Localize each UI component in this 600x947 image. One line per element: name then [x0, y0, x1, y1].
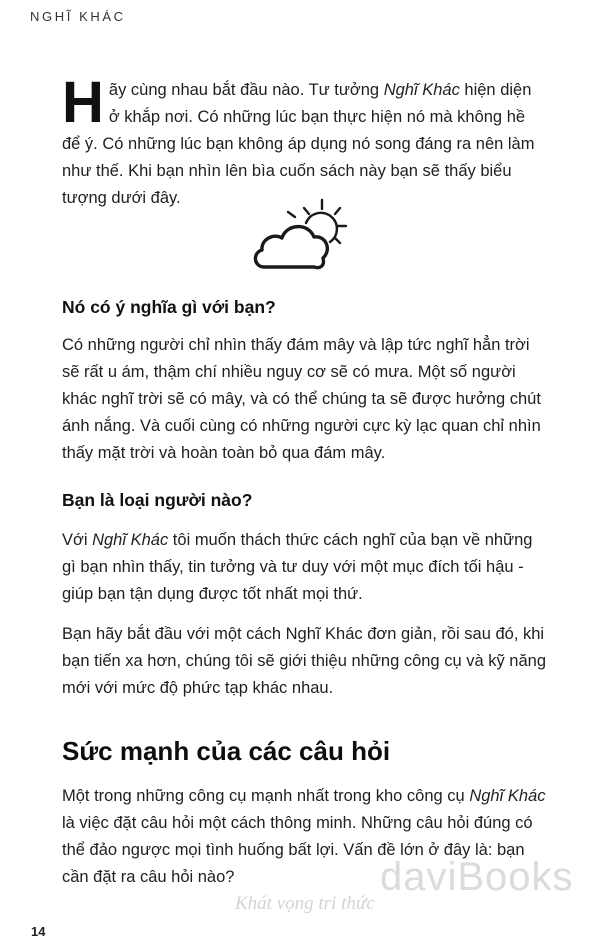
section-heading-type: Bạn là loại người nào? — [62, 490, 253, 510]
type-p1-book-title: Nghĩ Khác — [92, 531, 169, 549]
questions-part2: là việc đặt câu hỏi một cách thông minh. Những câu hỏi đúng có thể đảo ngược mọi tình huống bất lợi. Vấn đề lớn ở đây là: bạn cần đặt ra câu hỏi nào? — [62, 814, 533, 886]
questions-part1: Một trong những công cụ mạnh nhất trong kho công cụ — [62, 787, 470, 805]
type-p1-part2: tôi muốn thách thức cách nghĩ của bạn về những gì bạn nhìn thấy, tin tưởng và tư duy với một mục đích tối hậu - giúp bạn tận dụng được tốt nhất mọi thứ. — [62, 531, 533, 603]
section-type-paragraph-1 — [62, 527, 546, 608]
cloud-sun-icon — [250, 197, 350, 278]
page-number: 14 — [31, 924, 46, 939]
drop-cap: H — [62, 70, 104, 135]
intro-paragraph — [62, 70, 546, 212]
intro-text-part2: hiện diện ở khắp nơi. Có những lúc bạn thực hiện nó mà không hề để ý. Có những lúc bạn không áp dụng nó song đáng ra nên làm như thế. Khi bạn nhìn lên bìa cuốn sách này bạn sẽ thấy biểu tượng dưới đây. — [62, 81, 535, 207]
intro-text-part1: ãy cùng nhau bắt đầu nào. Tư tưởng — [108, 81, 384, 99]
running-head: NGHĨ KHÁC — [30, 9, 126, 24]
section-heading-meaning: Nó có ý nghĩa gì với bạn? — [62, 297, 276, 317]
watermark-logo: daviBooks — [380, 855, 574, 899]
type-p1-part1: Với — [62, 531, 93, 549]
section-type-paragraph-2: Bạn hãy bắt đầu với một cách Nghĩ Khác đơn giản, rồi sau đó, khi bạn tiến xa hơn, chúng tôi sẽ giới thiệu những công cụ và kỹ năng mới với mức độ phức tạp khác nhau. — [62, 625, 547, 697]
questions-book-title: Nghĩ Khác — [469, 787, 546, 805]
watermark-slogan: Khát vọng tri thức — [235, 893, 375, 914]
chapter-heading-questions: Sức mạnh của các câu hỏi — [62, 736, 391, 766]
section-meaning-paragraph: Có những người chỉ nhìn thấy đám mây và lập tức nghĩ hẳn trời sẽ rất u ám, thậm chí nhiều nguy cơ sẽ có mưa. Một số người khác nghĩ trời sẽ có mây, và có thể chúng ta sẽ được hưởng chút ánh nắng. Và cuối cùng có những người cực kỳ lạc quan chỉ nhìn thấy mặt trời và hoàn toàn bỏ qua đám mây. — [62, 336, 541, 462]
intro-book-title: Nghĩ Khác — [383, 81, 460, 99]
